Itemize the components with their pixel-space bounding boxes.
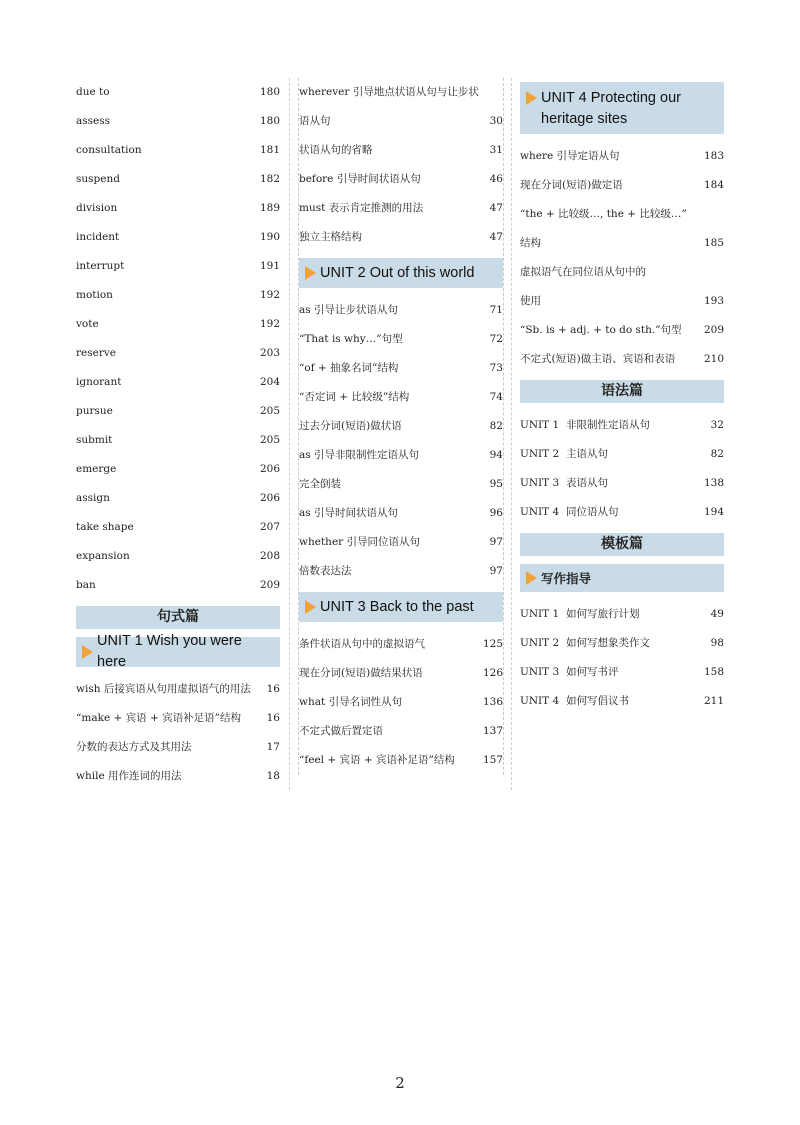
toc-entry[interactable] <box>76 426 280 455</box>
entry-title: whether 引导同位语从句 <box>299 536 421 548</box>
entry-title: “feel + 宾语 + 宾语补足语”结构 <box>299 754 455 766</box>
toc-entry[interactable] <box>299 194 503 223</box>
toc-entry[interactable] <box>299 136 503 165</box>
entry-text: 如何写想象类作文 <box>566 637 650 649</box>
toc-entry[interactable] <box>520 469 724 498</box>
entry-page: 16 <box>266 712 280 724</box>
entry-page: 193 <box>703 295 724 307</box>
entry-page: 74 <box>489 391 503 403</box>
toc-entry[interactable] <box>76 762 280 791</box>
entry-title: must 表示肯定推测的用法 <box>299 202 424 214</box>
entry-page: 203 <box>259 347 280 359</box>
entry-title: 虚拟语气在同位语从句中的 <box>520 266 646 278</box>
unit-title-line1: UNIT 4 Protecting our <box>541 90 681 106</box>
play-triangle-icon <box>82 645 93 659</box>
toc-entry[interactable] <box>299 78 503 107</box>
entry-page: 184 <box>703 179 724 191</box>
entry-title: as 引导非限制性定语从句 <box>299 449 419 461</box>
unit3-header[interactable] <box>299 592 503 622</box>
entry-text: 表语从句 <box>566 477 608 489</box>
entry-page: 208 <box>259 550 280 562</box>
entry-title: “Sb. is + adj. + to do sth.”句型 <box>520 324 682 336</box>
entry-title: 独立主格结构 <box>299 231 362 243</box>
unit-title: UNIT 2 Out of this world <box>320 264 475 281</box>
entry-page: 47 <box>489 202 503 214</box>
toc-entry[interactable] <box>76 107 280 136</box>
entry-title <box>520 440 608 469</box>
entry-title <box>520 658 619 687</box>
entry-title: where 引导定语从句 <box>520 150 620 162</box>
entry-title: wherever 引导地点状语从句与让步状 <box>299 86 479 98</box>
entry-page: 97 <box>489 536 503 548</box>
entry-title: reserve <box>76 347 117 359</box>
entry-page: 17 <box>266 741 280 753</box>
entry-unit: UNIT 4 <box>520 695 560 707</box>
toc-entry[interactable] <box>299 325 503 354</box>
entry-title: 结构 <box>520 237 541 249</box>
entry-page: 98 <box>710 637 724 649</box>
entry-title: “of + 抽象名词”结构 <box>299 362 399 374</box>
entry-title: “make + 宾语 + 宾语补足语”结构 <box>76 712 241 724</box>
toc-entry[interactable] <box>76 397 280 426</box>
entry-title: while 用作连词的用法 <box>76 770 182 782</box>
entry-title: due to <box>76 86 110 98</box>
section-title-sentence-patterns: 句式篇 <box>76 606 280 629</box>
entry-title: 不定式做后置定语 <box>299 725 383 737</box>
writing-entries <box>520 600 724 716</box>
entry-page: 46 <box>489 173 503 185</box>
play-triangle-icon <box>526 571 537 585</box>
toc-entry[interactable] <box>299 412 503 441</box>
entry-title: 分数的表达方式及其用法 <box>76 741 192 753</box>
section-title-templates: 模板篇 <box>520 533 724 556</box>
toc-entry[interactable] <box>76 223 280 252</box>
toc-entry[interactable] <box>76 455 280 484</box>
writing-guide-title: 写作指导 <box>541 571 592 586</box>
page-number: 2 <box>395 1074 405 1092</box>
entry-title: take shape <box>76 521 134 533</box>
entry-title: expansion <box>76 550 130 562</box>
toc-entry[interactable] <box>299 165 503 194</box>
entry-title: “That is why…”句型 <box>299 333 403 345</box>
entry-page: 191 <box>259 260 280 272</box>
entries-list <box>299 136 503 252</box>
entry-title <box>520 411 650 440</box>
unit2-header[interactable] <box>299 258 503 288</box>
entry-title <box>520 687 629 716</box>
toc-entry[interactable] <box>76 368 280 397</box>
entry-page: 182 <box>259 173 280 185</box>
toc-entry[interactable] <box>520 229 724 258</box>
entry-text: 如何写旅行计划 <box>566 608 640 620</box>
toc-entry[interactable] <box>520 411 724 440</box>
entry-title: suspend <box>76 173 120 185</box>
entry-page: 136 <box>482 696 503 708</box>
entry-page: 192 <box>259 318 280 330</box>
unit1-header[interactable] <box>76 633 280 670</box>
toc-entry[interactable] <box>299 528 503 557</box>
entry-title: 条件状语从句中的虚拟语气 <box>299 638 425 650</box>
entry-page: 180 <box>259 86 280 98</box>
toc-entry[interactable] <box>299 383 503 412</box>
entry-page: 205 <box>259 434 280 446</box>
entry-page: 189 <box>259 202 280 214</box>
toc-entry[interactable] <box>76 513 280 542</box>
entry-unit: UNIT 2 <box>520 448 560 460</box>
entry-title: “否定词 + 比较级”结构 <box>299 391 410 403</box>
unit3-entries <box>299 630 503 775</box>
toc-entry[interactable] <box>76 704 280 733</box>
entry-page: 138 <box>703 477 724 489</box>
entry-page: 18 <box>266 770 280 782</box>
toc-entry[interactable] <box>299 746 503 775</box>
entry-title: motion <box>76 289 113 301</box>
unit2-entries <box>299 296 503 586</box>
entry-page: 16 <box>266 683 280 695</box>
entry-page: 47 <box>489 231 503 243</box>
toc-entry[interactable] <box>299 717 503 746</box>
toc-entry[interactable] <box>520 498 724 527</box>
entry-page: 31 <box>489 144 503 156</box>
entry-page: 194 <box>703 506 724 518</box>
entry-title: “the + 比较级…, the + 比较级…” <box>520 208 687 220</box>
entry-title: 语从句 <box>299 115 331 127</box>
entry-page: 205 <box>259 405 280 417</box>
entry-title: assess <box>76 115 111 127</box>
toc-entry[interactable] <box>299 470 503 499</box>
entry-page: 49 <box>710 608 724 620</box>
entry-page: 125 <box>482 638 503 650</box>
entry-page: 207 <box>259 521 280 533</box>
toc-entry[interactable] <box>76 281 280 310</box>
toc-column-1 <box>76 78 280 791</box>
entry-text: 非限制性定语从句 <box>566 419 650 431</box>
entry-page: 73 <box>489 362 503 374</box>
toc-entry[interactable] <box>76 252 280 281</box>
entry-page: 30 <box>489 115 503 127</box>
toc-entry[interactable] <box>76 165 280 194</box>
writing-guide-header[interactable] <box>520 564 724 592</box>
entry-unit: UNIT 2 <box>520 637 560 649</box>
grammar-entries <box>520 411 724 527</box>
entry-page: 204 <box>259 376 280 388</box>
play-triangle-icon <box>305 266 316 280</box>
entry-page: 210 <box>703 353 724 365</box>
toc-entry[interactable] <box>520 658 724 687</box>
play-triangle-icon <box>305 600 316 614</box>
toc-entry[interactable] <box>299 659 503 688</box>
entry-page: 82 <box>710 448 724 460</box>
entry-page: 158 <box>703 666 724 678</box>
toc-entry[interactable] <box>520 316 724 345</box>
entry-text: 主语从句 <box>566 448 608 460</box>
entry-page: 72 <box>489 333 503 345</box>
toc-column-3 <box>520 78 724 716</box>
toc-entry[interactable] <box>76 733 280 762</box>
toc-entry[interactable] <box>520 171 724 200</box>
toc-entry[interactable] <box>520 200 724 229</box>
entry-title: submit <box>76 434 113 446</box>
entry-title: division <box>76 202 118 214</box>
entry-page: 181 <box>259 144 280 156</box>
toc-entry[interactable] <box>520 687 724 716</box>
entry-text: 如何写书评 <box>566 666 619 678</box>
unit-title-line2: heritage sites <box>541 111 628 127</box>
entry-title: as 引导让步状语从句 <box>299 304 398 316</box>
entry-title: vote <box>76 318 99 330</box>
section-title-grammar: 语法篇 <box>520 380 724 403</box>
entry-page: 206 <box>259 492 280 504</box>
entry-page: 192 <box>259 289 280 301</box>
unit4-entries-b <box>520 316 724 374</box>
entry-title <box>520 498 619 527</box>
toc-entry[interactable] <box>299 223 503 252</box>
entry-title <box>520 600 640 629</box>
entry-page: 185 <box>703 237 724 249</box>
toc-entry[interactable] <box>520 142 724 171</box>
toc-entry[interactable] <box>520 440 724 469</box>
entry-page: 32 <box>710 419 724 431</box>
unit1-entries <box>76 675 280 791</box>
entry-title: 现在分词(短语)做结果状语 <box>299 667 423 679</box>
vocab-list <box>76 78 280 600</box>
entry-title: assign <box>76 492 110 504</box>
unit-title: UNIT 1 Wish you were here <box>97 633 242 670</box>
toc-entry[interactable] <box>76 571 280 600</box>
entry-title: interrupt <box>76 260 125 272</box>
column-divider <box>289 78 290 790</box>
entry-unit: UNIT 4 <box>520 506 560 518</box>
entry-title: ignorant <box>76 376 122 388</box>
entry-text: 如何写倡议书 <box>566 695 629 707</box>
entry-title: 现在分词(短语)做定语 <box>520 179 623 191</box>
entry-title: as 引导时间状语从句 <box>299 507 398 519</box>
toc-entry[interactable] <box>299 107 503 136</box>
entry-title: 状语从句的省略 <box>299 144 373 156</box>
entry-unit: UNIT 3 <box>520 477 560 489</box>
entry-page: 94 <box>489 449 503 461</box>
entry-page: 206 <box>259 463 280 475</box>
toc-entry[interactable] <box>520 600 724 629</box>
column-divider <box>511 78 512 790</box>
entry-page: 82 <box>489 420 503 432</box>
entry-title: before 引导时间状语从句 <box>299 173 421 185</box>
toc-entry[interactable] <box>76 78 280 107</box>
entry-page: 157 <box>482 754 503 766</box>
entry-page: 97 <box>489 565 503 577</box>
toc-entry[interactable] <box>299 441 503 470</box>
entry-unit: UNIT 3 <box>520 666 560 678</box>
toc-entry[interactable] <box>520 287 724 316</box>
entry-title: incident <box>76 231 120 243</box>
toc-entry[interactable] <box>299 499 503 528</box>
toc-entry[interactable] <box>299 354 503 383</box>
entry-title: 不定式(短语)做主语、宾语和表语 <box>520 353 676 365</box>
entry-page: 190 <box>259 231 280 243</box>
entry-title: wish 后接宾语从句用虚拟语气的用法 <box>76 683 251 695</box>
toc-entry[interactable] <box>76 675 280 704</box>
entry-title <box>520 469 608 498</box>
toc-entry[interactable] <box>520 258 724 287</box>
entry-title: 使用 <box>520 295 541 307</box>
entry-page: 95 <box>489 478 503 490</box>
toc-column-2 <box>298 78 504 775</box>
entry-title: 过去分词(短语)做状语 <box>299 420 402 432</box>
entry-title: 倍数表达法 <box>299 565 352 577</box>
toc-entry[interactable] <box>520 629 724 658</box>
toc-entry[interactable] <box>76 310 280 339</box>
toc-entry[interactable] <box>76 484 280 513</box>
entry-page: 209 <box>259 579 280 591</box>
entry-page: 209 <box>703 324 724 336</box>
entry-page: 96 <box>489 507 503 519</box>
toc-entry[interactable] <box>520 345 724 374</box>
toc-entry[interactable] <box>76 194 280 223</box>
toc-entry[interactable] <box>299 296 503 325</box>
play-triangle-icon <box>526 91 537 105</box>
entry-title: ban <box>76 579 96 591</box>
toc-entry[interactable] <box>299 557 503 586</box>
unit4-entries <box>520 142 724 200</box>
entry-page: 180 <box>259 115 280 127</box>
entry-unit: UNIT 1 <box>520 419 560 431</box>
entry-title: emerge <box>76 463 117 475</box>
toc-entry[interactable] <box>76 542 280 571</box>
unit4-header[interactable] <box>520 82 724 134</box>
entry-title <box>520 629 650 658</box>
entry-page: 211 <box>703 695 724 707</box>
toc-entry[interactable] <box>76 136 280 165</box>
toc-entry[interactable] <box>76 339 280 368</box>
entry-unit: UNIT 1 <box>520 608 560 620</box>
entry-title: what 引导名词性从句 <box>299 696 403 708</box>
entry-text: 同位语从句 <box>566 506 619 518</box>
entry-page: 71 <box>489 304 503 316</box>
toc-entry[interactable] <box>299 688 503 717</box>
entry-page: 126 <box>482 667 503 679</box>
entry-title: 完全倒装 <box>299 478 341 490</box>
entry-page: 183 <box>703 150 724 162</box>
entry-title: consultation <box>76 144 142 156</box>
entry-title: pursue <box>76 405 113 417</box>
unit-title: UNIT 3 Back to the past <box>320 598 474 615</box>
toc-entry[interactable] <box>299 630 503 659</box>
entry-page: 137 <box>482 725 503 737</box>
